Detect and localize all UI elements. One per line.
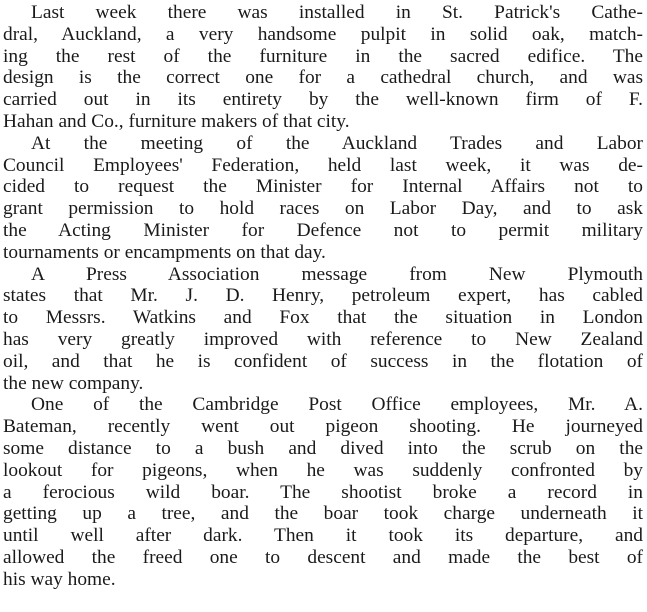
article-line: At the meeting of the Auckland Trades and Labor xyxy=(31,132,643,154)
article-line: the Acting Minister for Defence not to permit military xyxy=(3,219,643,241)
article-line: getting up a tree, and the boar took charge underneath it xyxy=(3,503,643,525)
article-labor-day-races xyxy=(3,133,643,264)
article-line: carried out in its entirety by the well-known firm of F. xyxy=(3,89,643,111)
article-line: oil, and that he is confident of success in the flotation of xyxy=(3,350,643,372)
article-line: design is the correct one for a cathedral church, and was xyxy=(3,67,643,89)
article-line: Last week there was installed in St. Patrick's Cathe- xyxy=(31,2,643,23)
article-line: a ferocious wild boar. The shootist broke a record in xyxy=(3,481,643,503)
article-cathedral-pulpit xyxy=(3,2,643,133)
article-line: some distance to a bush and dived into the scrub on the xyxy=(3,437,643,459)
article-line: allowed the freed one to descent and made the best of xyxy=(3,546,643,568)
article-new-plymouth-oil xyxy=(3,264,643,395)
article-line: has very greatly improved with reference to New Zealand xyxy=(3,328,643,350)
article-line: states that Mr. J. D. Henry, petroleum expert, has cabled xyxy=(3,285,643,307)
article-line: Hahan and Co., furniture makers of that city. xyxy=(3,110,350,132)
article-line: the new company. xyxy=(3,372,144,394)
article-line: One of the Cambridge Post Office employees, Mr. A. xyxy=(31,394,643,416)
article-line: lookout for pigeons, when he was suddenly confronted by xyxy=(3,459,643,481)
article-line: until well after dark. Then it took its departure, and xyxy=(3,525,643,547)
article-line: A Press Association message from New Plymouth xyxy=(31,263,643,285)
article-line: dral, Auckland, a very handsome pulpit in solid oak, match- xyxy=(3,23,643,45)
article-line: his way home. xyxy=(3,568,116,590)
article-line: grant permission to hold races on Labor Day, and to ask xyxy=(3,198,643,220)
article-line: tournaments or encampments on that day. xyxy=(3,241,326,263)
article-wild-boar xyxy=(3,394,643,590)
article-line: Bateman, recently went out pigeon shooting. He journeyed xyxy=(3,416,643,438)
article-line: to Messrs. Watkins and Fox that the situation in London xyxy=(3,307,643,329)
article-line: Council Employees' Federation, held last week, it was de- xyxy=(3,154,643,176)
article-line: cided to request the Minister for Internal Affairs not to xyxy=(3,176,643,198)
article-line: ing the rest of the furniture in the sacred edifice. The xyxy=(3,45,643,67)
